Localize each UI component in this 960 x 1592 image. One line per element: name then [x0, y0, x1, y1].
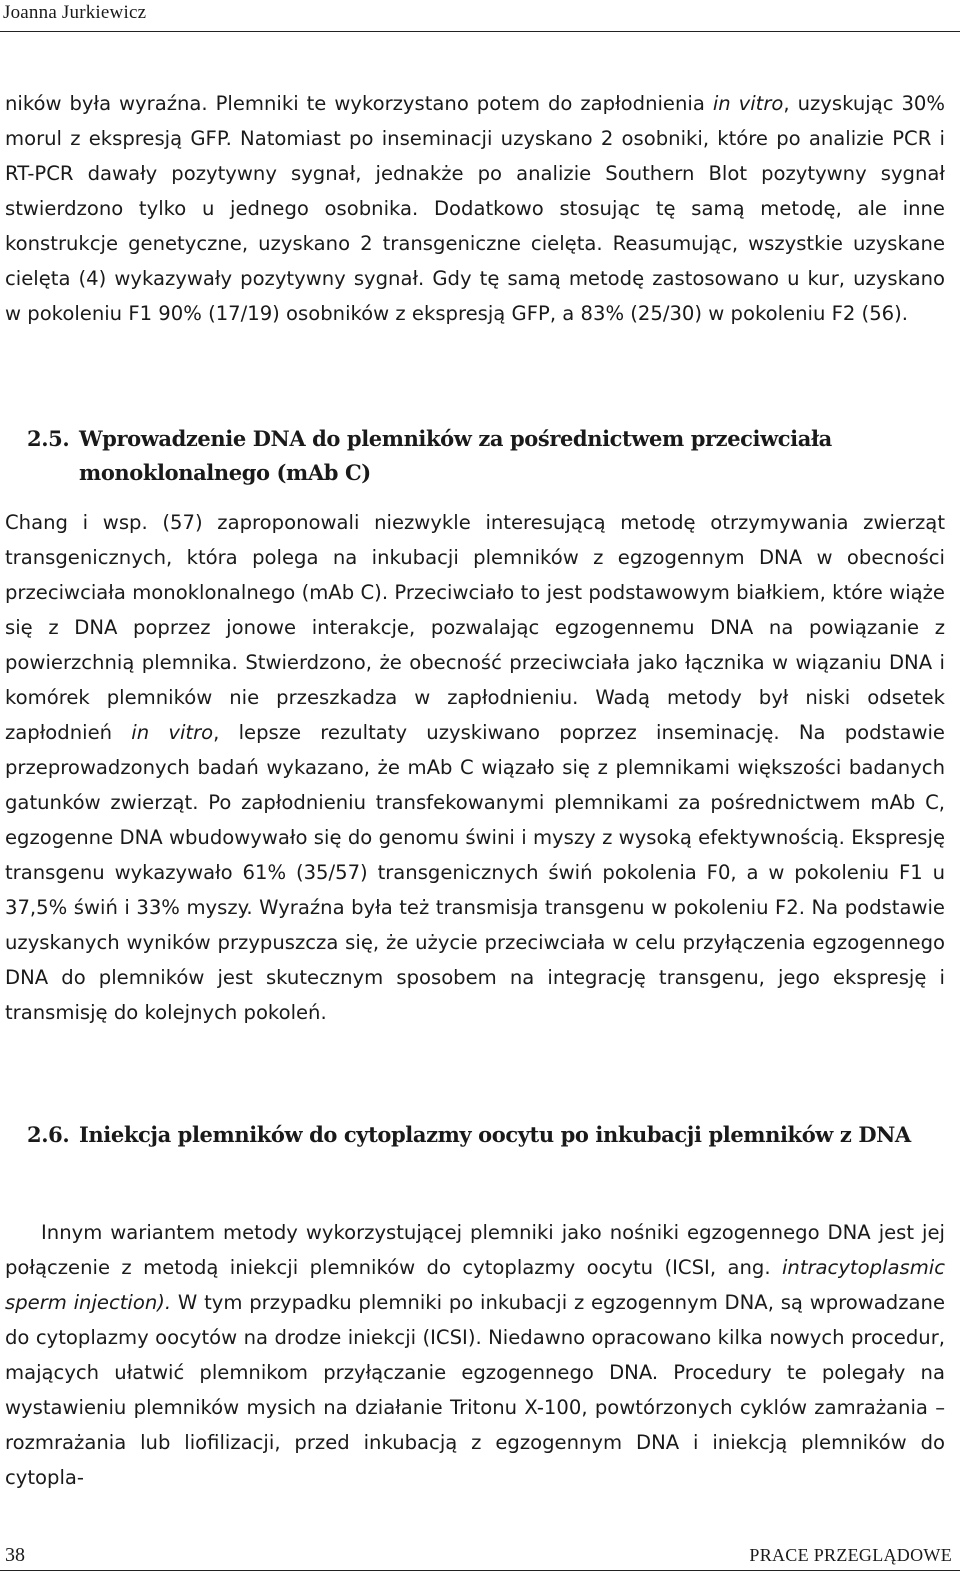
footer-rule	[0, 1570, 960, 1571]
paragraph-3-text-c: W tym przypadku plemniki po inkubacji z egzogennym DNA, są wprowadzane do cytoplazmy oocytów na drodze iniekcji (ICSI). Niedawno opracowano kilka nowych procedur, mających ułatwić plemnikom przyłączanie egzogennego DNA. Procedury te polegały na wystawieniu plemników mysich na działanie Tritonu X-100, powtórzonych cyklów zamrażania – rozmrażania lub liofilizacji, przed inkubacją z egzogennym DNA i iniekcją plemników do cytopla-	[5, 1291, 946, 1489]
paragraph-continuation	[5, 86, 945, 331]
paragraph-1-text-a: ników była wyraźna. Plemniki te wykorzystano potem do zapłodnienia	[5, 92, 713, 115]
paragraph-3-text-a: Innym wariantem metody wykorzystującej plemniki jako nośniki egzogennego DNA jest jej połączenie z metodą iniekcji plemników do cytoplazmy oocytu (ICSI, ang.	[5, 1221, 945, 1279]
page-number: 38	[5, 1544, 25, 1566]
paragraph-1-text-c: , uzyskując 30% morul z ekspresją GFP. Natomiast po inseminacji uzyskano 2 osobniki, które po analizie PCR i RT-PCR dawały pozytywny sygnał, jednakże po analizie Southern Blot pozytywny sygnał stwierdzono tylko u jednego osobnika. Dodatkowo stosując tę samą metodę, ale inne konstrukcje genetyczne, uzyskano 2 transgeniczne cielęta. Reasumując, wszystkie uzyskane cielęta (4) wykazywały pozytywny sygnał. Gdy tę samą metodę zastosowano u kur, uzyskano w pokoleniu F1 90% (17/19) osobników z ekspresją GFP, a 83% (25/30) w pokoleniu F2 (56).	[5, 92, 946, 325]
section-heading-2-5	[27, 422, 947, 490]
paragraph-2-text-c: , lepsze rezultaty uzyskiwano poprzez inseminację. Na podstawie przeprowadzonych badań wykazano, że mAb C wiązało się z plemnikami większości badanych gatunków zwierząt. Po zapłodnieniu transfekowanymi plemnikami za pośrednictwem mAb C, egzogenne DNA wbudowywało się do genomu świni i myszy z wysoką efektywnością. Ekspresję transgenu wykazywało 61% (35/57) transgenicznych świń pokolenia F0, a w pokoleniu F1 u 37,5% świń i 33% myszy. Wyraźna była też transmisja transgenu w pokoleniu F2. Na podstawie uzyskanych wyników przypuszcza się, że użycie przeciwciała w celu przyłączenia egzogennego DNA do plemników jest skutecznym sposobem na integrację transgenu, jego ekspresję i transmisję do kolejnych pokoleń.	[5, 721, 945, 1024]
paragraph-2-text-a: Chang i wsp. (57) zaproponowali niezwykle interesującą metodę otrzymywania zwierząt transgenicznych, która polega na inkubacji plemników z egzogennym DNA w obecności przeciwciała monoklonalnego (mAb C). Przeciwciało to jest podstawowym białkiem, które wiąże się z DNA poprzez jonowe interakcje, pozwalając egzogennemu DNA na powiązanie z powierzchnią plemnika. Stwierdzono, że obecność przeciwciała jako łącznika w wiązaniu DNA i komórek plemników nie przeszkadza w zapłodnieniu. Wadą metody był niski odsetek zapłodnień	[5, 511, 945, 744]
section-heading-2-6	[27, 1118, 947, 1152]
journal-section-name: PRACE PRZEGLĄDOWE	[749, 1545, 952, 1565]
paragraph-icsi	[5, 1215, 945, 1495]
paragraph-3-italic: intracytoplasmic sperm injection).	[5, 1256, 945, 1314]
paragraph-mab-c	[5, 505, 945, 1030]
paragraph-1-italic: in vitro	[712, 92, 784, 115]
section-title: Iniekcja plemników do cytoplazmy oocytu po inkubacji plemników z DNA	[79, 1122, 911, 1147]
section-title: Wprowadzenie DNA do plemników za pośrednictwem przeciwciała monoklonalnego (mAb C)	[79, 426, 832, 485]
header-rule	[0, 31, 960, 32]
running-head-author: Joanna Jurkiewicz	[3, 2, 147, 23]
section-number: 2.5.	[27, 426, 70, 451]
section-number: 2.6.	[27, 1122, 70, 1147]
paragraph-2-italic: in vitro	[131, 721, 214, 744]
